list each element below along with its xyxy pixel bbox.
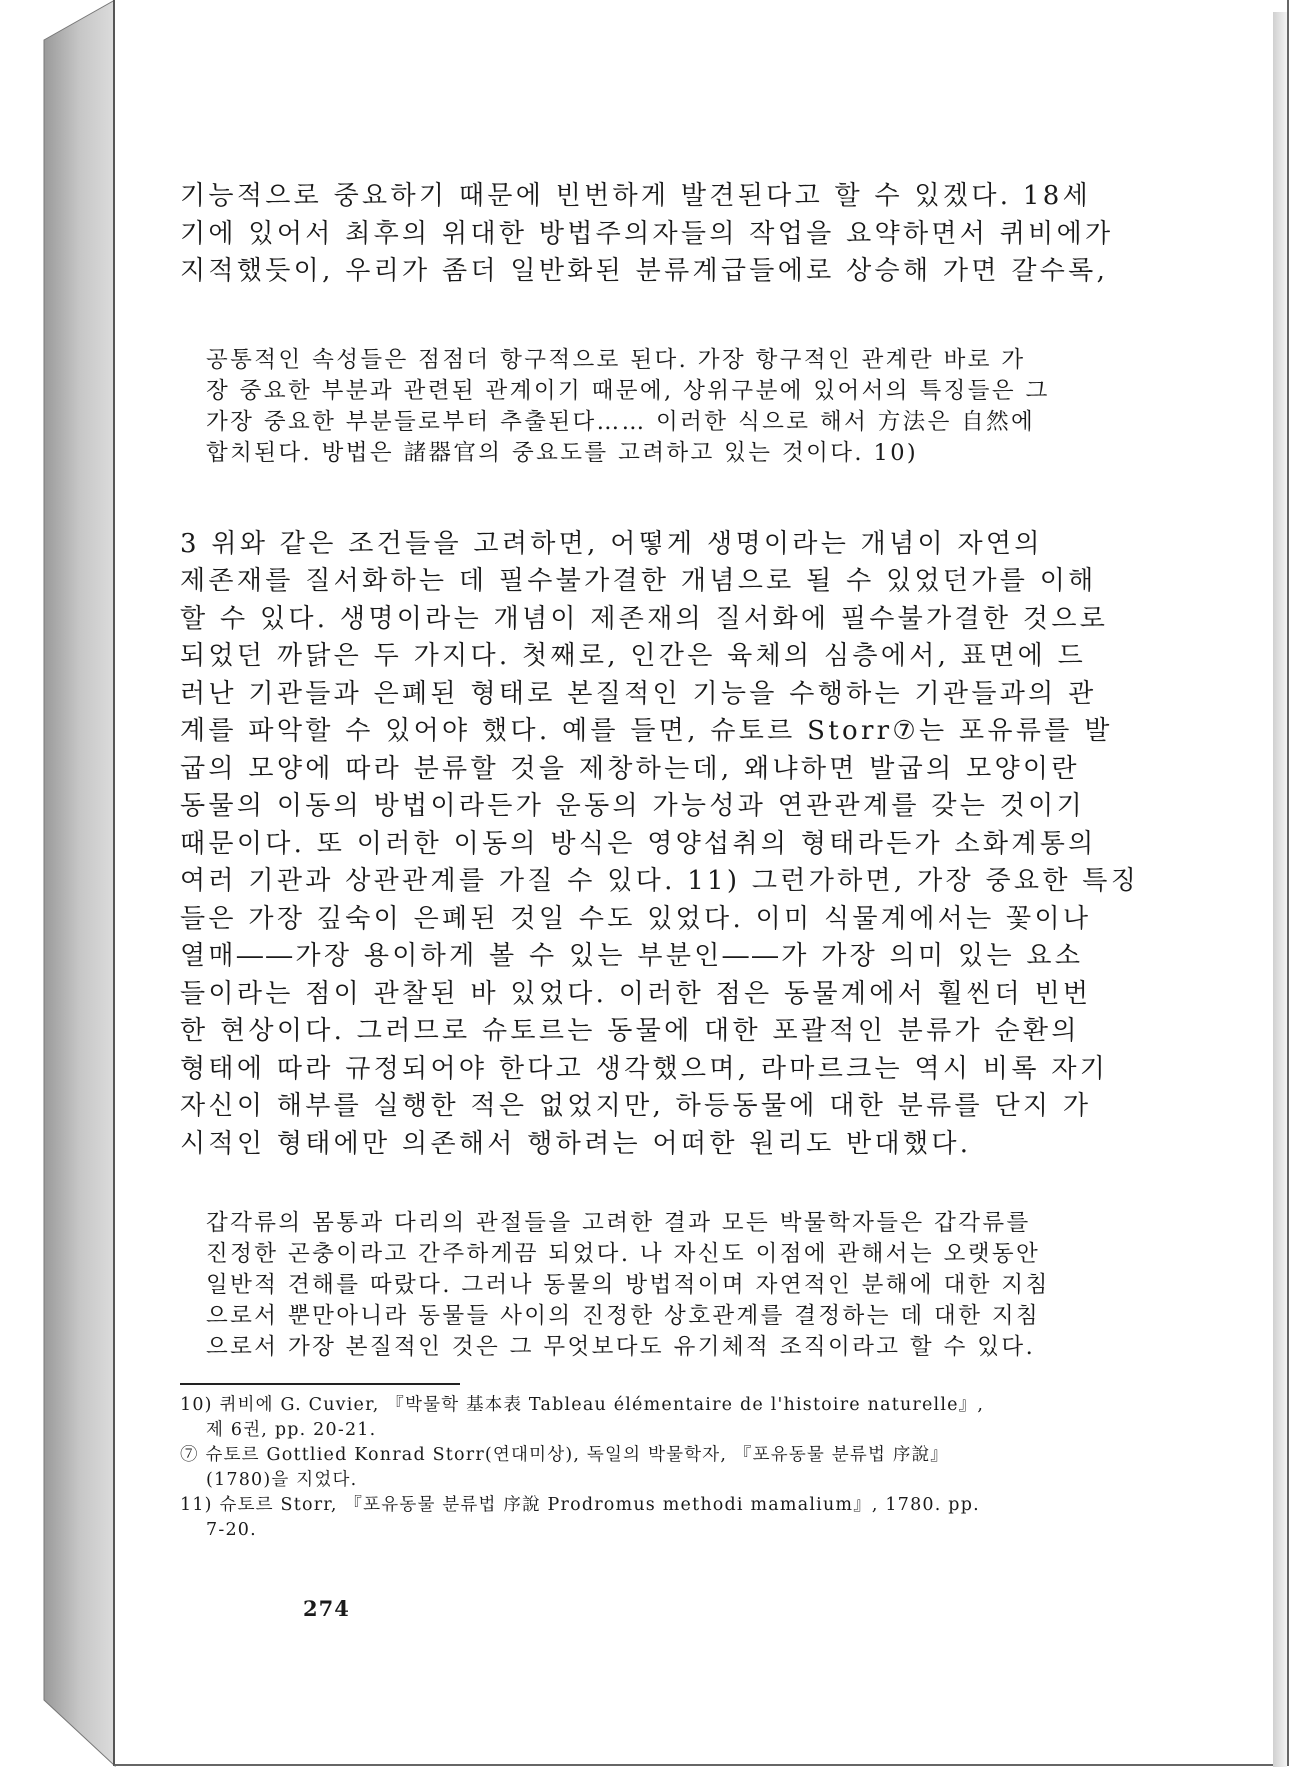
quote-line: 장 중요한 부분과 관련된 관계이기 때문에, 상위구분에 있어서의 특징들은 그 bbox=[206, 377, 1050, 404]
page-content bbox=[180, 178, 1140, 1543]
paragraph-2 bbox=[180, 526, 1140, 1164]
text-line: 동물의 이동의 방법이라든가 운동의 가능성과 연관관계를 갖는 것이기 bbox=[180, 791, 1086, 821]
footnote-line: 7-20. bbox=[206, 1520, 257, 1540]
text-line: 들이라는 점이 관찰된 바 있었다. 이러한 점은 동물계에서 훨씬더 빈번 bbox=[180, 978, 1092, 1009]
quote-line: 합치된다. 방법은 諸器官의 중요도를 고려하고 있는 것이다. 10) bbox=[206, 439, 919, 466]
text-line: 자신이 해부를 실행한 적은 없었지만, 하등동물에 대한 분류를 단지 가 bbox=[180, 1091, 1092, 1121]
quote-line: 공통적인 속성들은 점점더 항구적으로 된다. 가장 항구적인 관계란 바로 가 bbox=[206, 346, 1026, 373]
text-line: 지적했듯이, 우리가 좀더 일반화된 분류계급들에로 상승해 가면 갈수록, bbox=[180, 256, 1109, 286]
quote-line: 일반적 견해를 따랐다. 그러나 동물의 방법적이며 자연적인 분해에 대한 지침 bbox=[206, 1272, 1050, 1298]
quote-line: 가장 중요한 부분들로부터 추출된다…… 이러한 식으로 해서 方法은 自然에 bbox=[206, 408, 1036, 435]
book-spine bbox=[0, 0, 120, 1773]
footnote-line: 10) 퀴비에 G. Cuvier, 『박물학 基本表 Tableau élémentaire de l'histoire naturelle』, bbox=[180, 1395, 985, 1415]
footnote-line: ⑦ 슈토르 Gottlied Konrad Storr(연대미상), 독일의 박물학자, 『포유동물 분류법 序說』 bbox=[180, 1445, 949, 1465]
footnote-line: 11) 슈토르 Storr, 『포유동물 분류법 序說 Prodromus methodi mamalium』, 1780. pp. bbox=[180, 1495, 980, 1515]
text-line: 굽의 모양에 따라 분류할 것을 제창하는데, 왜냐하면 발굽의 모양이란 bbox=[180, 753, 1080, 784]
footnote-divider bbox=[180, 1383, 460, 1385]
quote-line: 진정한 곤충이라고 간주하게끔 되었다. 나 자신도 이점에 관해서는 오랫동안 bbox=[206, 1241, 1041, 1267]
text-line: 기능적으로 중요하기 때문에 빈번하게 발견된다고 할 수 있겠다. 18세 bbox=[180, 181, 1091, 211]
paragraph-1 bbox=[180, 178, 1140, 291]
text-line: 열매――가장 용이하게 볼 수 있는 부분인――가 가장 의미 있는 요소 bbox=[180, 941, 1084, 971]
text-line: 형태에 따라 규정되어야 한다고 생각했으며, 라마르크는 역시 비록 자기 bbox=[180, 1053, 1109, 1084]
text-line: 3 위와 같은 조건들을 고려하면, 어떻게 생명이라는 개념이 자연의 bbox=[180, 528, 1043, 559]
quote-line: 으로서 뿐만아니라 동물들 사이의 진정한 상호관계를 결정하는 데 대한 지침 bbox=[206, 1303, 1041, 1329]
text-line: 할 수 있다. 생명이라는 개념이 제존재의 질서화에 필수불가결한 것으로 bbox=[180, 603, 1109, 634]
footnote-line: (1780)을 지었다. bbox=[206, 1470, 358, 1490]
text-line: 여러 기관과 상관관계를 가질 수 있다. 11) 그런가하면, 가장 중요한 특징 bbox=[180, 866, 1140, 896]
text-line: 되었던 까닭은 두 가지다. 첫째로, 인간은 육체의 심층에서, 표면에 드 bbox=[180, 641, 1087, 671]
text-line: 들은 가장 깊숙이 은폐된 것일 수도 있었다. 이미 식물계에서는 꽃이나 bbox=[180, 903, 1092, 934]
text-line: 계를 파악할 수 있어야 했다. 예를 들면, 슈토르 Storr⑦는 포유류를 발 bbox=[180, 716, 1113, 746]
block-quote-2 bbox=[180, 1208, 1140, 1363]
quote-line: 으로서 가장 본질적인 것은 그 무엇보다도 유기체적 조직이라고 할 수 있다. bbox=[206, 1334, 1036, 1360]
page-number: 274 bbox=[303, 1596, 350, 1621]
text-line: 한 현상이다. 그러므로 슈토르는 동물에 대한 포괄적인 분류가 순환의 bbox=[180, 1016, 1080, 1046]
footnotes bbox=[180, 1393, 1140, 1543]
text-line: 시적인 형태에만 의존해서 행하려는 어떠한 원리도 반대했다. bbox=[180, 1128, 972, 1159]
page-edge-shadow bbox=[1273, 12, 1287, 1767]
text-line: 러난 기관들과 은폐된 형태로 본질적인 기능을 수행하는 기관들과의 관 bbox=[180, 678, 1097, 709]
quote-line: 갑각류의 몸통과 다리의 관절들을 고려한 결과 모든 박물학자들은 갑각류를 bbox=[206, 1210, 1031, 1236]
footnote-line: 제 6권, pp. 20-21. bbox=[206, 1420, 377, 1440]
block-quote-1 bbox=[180, 345, 1140, 469]
text-line: 때문이다. 또 이러한 이동의 방식은 영양섭취의 형태라든가 소화계통의 bbox=[180, 828, 1097, 859]
text-line: 제존재를 질서화하는 데 필수불가결한 개념으로 될 수 있었던가를 이해 bbox=[180, 566, 1097, 596]
text-line: 기에 있어서 최후의 위대한 방법주의자들의 작업을 요약하면서 퀴비에가 bbox=[180, 218, 1114, 249]
